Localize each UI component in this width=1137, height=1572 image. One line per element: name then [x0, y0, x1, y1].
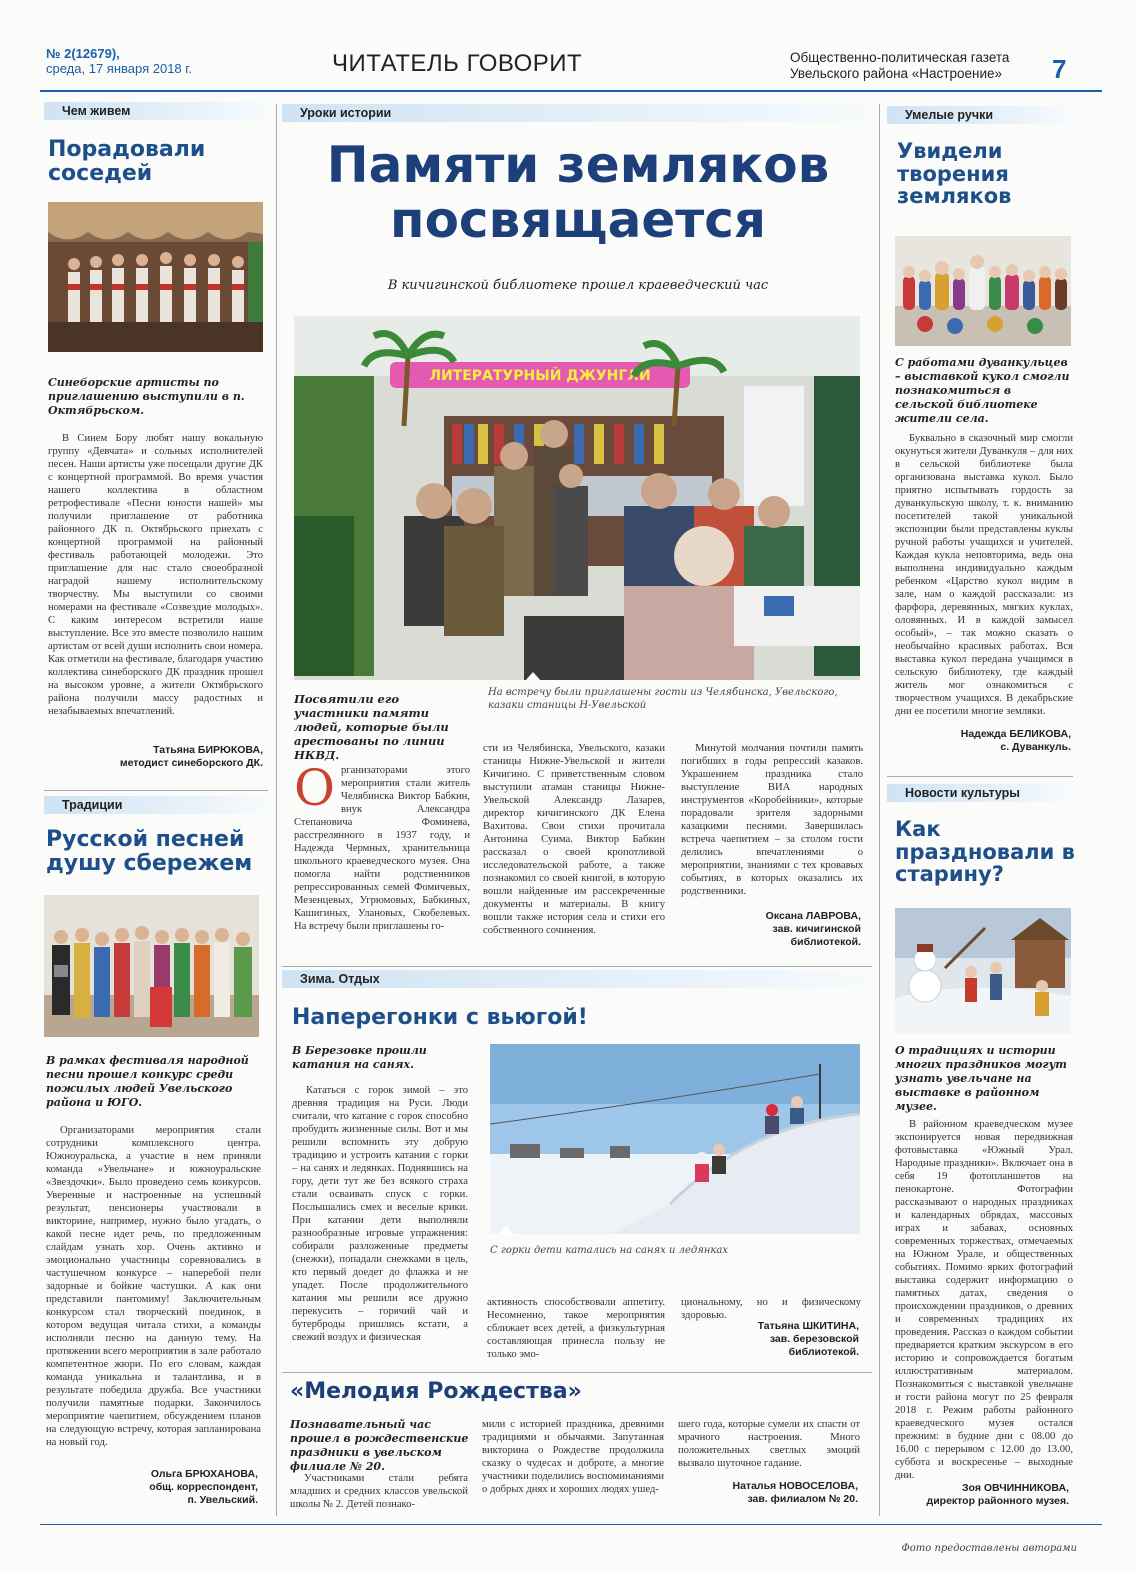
body-pamyati-text-a: рганизаторами этого мероприятия стали житель Челябинска Виктор Бабкин, внук Александра Степановича Фоминева, расстрелянного в 1937 году, и Надежда Чермных, хранительница школьного краеведческого музея. Она помогла найти родственников репрессированных семей Фомичевых, Мезенцевых, Угрюмовых, Бабкиных, Кашигиных, Улановых, Скобелевых. На встречу были приглашены го-	[294, 765, 470, 932]
issue-date: среда, 17 января 2018 г.	[46, 61, 193, 76]
body-uvideli	[895, 432, 1073, 728]
body-melodiya-text-a: Участниками стали ребята младших и средних классов увельской школы № 2. Детей познако-	[290, 1473, 468, 1510]
body-poradovali-text: В Синем Бору любят нашу вокальную группу «Девчата» и сольных исполнителей песен. Наши артисты уже посещали другие ДК с концертной программой. Во время участия нашего коллектива в областном ретрофестивале «Песни юности нашей» мы получили приглашение от работника районного ДК п. Октябрьского приехать с концертной программой на районный фестиваль работающей молодежи. Это приглашение для нас стало своеобразной наградой нашему исполнительскому творчеству. Мы выступили со своими номерами на фестивале «Созвездие молодых». С каким интересом встретили наше выступление. Все это вместе позволило нашим артистам от всей души исполнить свои номера. Как отметили на фестивале, благодаря участию коллектива синеборского ДК праздник прошел на высоком уровне, а жители Октябрьского района получили массу радостных и незабываемых впечатлений.	[48, 433, 263, 717]
article-title-melodiya: «Мелодия Рождества»	[290, 1379, 582, 1404]
body-pamyati-col3	[681, 742, 863, 904]
caption-pointer	[498, 1226, 514, 1235]
paper-name	[790, 50, 1009, 82]
sledding-illustration	[490, 1044, 860, 1234]
body-melodiya-col2	[482, 1418, 664, 1508]
signature-role: зав. филиалом № 20.	[747, 1493, 858, 1505]
signature-role: зав. березовской	[769, 1333, 859, 1345]
photo-sledding-hill	[490, 1044, 860, 1234]
paper-name-line1: Общественно-политическая газета	[790, 50, 1010, 65]
signature-role: общ. корреспондент,	[149, 1481, 258, 1493]
signature-biryukova	[48, 744, 263, 770]
body-poradovali	[48, 432, 263, 742]
page-number: 7	[1052, 54, 1067, 84]
paper-name-line2: Увельского района «Настроение»	[790, 66, 1003, 81]
body-pamyati-text-b: сти из Челябинска, Увельского, казаки станицы Нижне-Увельской и жители Кичигино. С приветственным словом выступили атаман станицы Нижне-Увельской Александр Лазарев, директор кичигинского ДК Елена Вахитова. Свои стихи прочитала Антонина Суима. Виктор Бабкин рассказал о своей кропотливой исследовательской работе, а также познакомил со своей книгой, в которую вошли найденные им рассекреченные документы и материалы. В книгу вошли также история села и стихи его собственного сочинения.	[483, 743, 665, 936]
folk-singers-illustration	[44, 895, 259, 1037]
signature-name: Зоя ОВЧИННИКОВА,	[961, 1482, 1069, 1494]
signature-bryuhanova	[46, 1468, 258, 1507]
body-naperegonki-text-b: активность способствовали аппетиту. Несомненно, такое мероприятия сближает всех детей, а физкультурная составляющая принесла пользу не только эмо-	[487, 1297, 665, 1360]
signature-belikova	[895, 728, 1071, 754]
body-pamyati-text-c: Минутой молчания почтили память погибших в годы репрессий казаков. Украшением праздника стало выступление ВИА народных инструментов «Коробейники», которые порадовали зрителя задорными казацкими песнями. Завершилась встреча чаепитием – за столом гости делились впечатлениями о мероприятии, знаниями с тех кровавых событиях, в которых оказались их родственники.	[681, 743, 863, 897]
winter-painting-illustration	[895, 908, 1071, 1034]
issue-number: № 2(12679),	[46, 46, 120, 61]
signature-novoselova	[678, 1480, 858, 1506]
body-uvideli-text: Буквально в сказочный мир смогли окунуться жители Дуванкуля – для них в сельской библиотеке была организована выставка кукол. Было приятно испытывать гордость за дуванкульскую школу, т. к. вниманию посетителей такой уникальной экспозиции были представлены куклы ручной работы учащихся и учителей. Каждая кукла неповторима, ведь она выполнена индивидуально каждым ребенком «Царство кукол видим в зале, нам о каждой рассказали: из фарфора, деревянных, мягких куклах, оловянных. И в каждой замысел особый», – так можно сказать о необычайно красивых работах. Вся выставка кукол передана учащимся в сельскую библиотеку, где каждый житель мог ознакомиться с творчеством учащихся. В декабрьские дни ее посетили многие земляки.	[895, 433, 1073, 717]
signature-name: Татьяна БИРЮКОВА,	[153, 744, 263, 756]
rubric-uroki-istorii: Уроки истории	[282, 104, 874, 122]
photo-caption-sledding: С горки дети катались на санях и ледянках	[490, 1245, 729, 1256]
photo-credit: Фото предоставлены авторами	[901, 1543, 1077, 1554]
body-melodiya-text-b: мили с историей праздника, древними традициями и обычаями. Запутанная викторина о Рождестве продолжила сказку о чудесах и доброте, а многие участники поделились воспоминаниями о добрых днях и хороших людях ушед-	[482, 1419, 664, 1495]
rubric-chem-zhivem: Чем живем	[44, 102, 270, 120]
signature-place: с. Дуванкуль.	[1000, 741, 1071, 753]
photo-library-meeting	[294, 316, 860, 680]
body-kak-prazdnovali	[895, 1118, 1073, 1480]
signature-place: п. Увельский.	[187, 1494, 258, 1506]
lead-uvideli: С работами дуванкульцев – выставкой кукол смогли познакомиться в сельской библиотеке жители села.	[895, 356, 1070, 425]
article-title-uvideli: Увидели творения земляков	[897, 139, 1012, 209]
signature-shkitina	[681, 1320, 859, 1359]
body-melodiya-text-c: шего года, которые сумели их спасти от мрачного настроения. Много положительных светлых эмоций вызвало шуточное гадание.	[678, 1419, 860, 1469]
lead-russkoy-pesney: В рамках фестиваля народной песни прошел конкурс среди пожилых людей Увельского района и ЮГО.	[46, 1054, 249, 1109]
signature-name: Татьяна ШКИТИНА,	[757, 1320, 859, 1332]
photo-dolls-exhibition	[895, 236, 1071, 346]
signature-role-cont: библиотекой.	[788, 1346, 859, 1358]
body-pamyati-col2	[483, 742, 665, 952]
section-title: ЧИТАТЕЛЬ ГОВОРИТ	[332, 50, 583, 77]
rubric-zima-otdyh: Зима. Отдых	[282, 970, 874, 988]
signature-name: Надежда БЕЛИКОВА,	[960, 728, 1071, 740]
footer-rule	[40, 1524, 1102, 1525]
lead-melodiya: Познавательный час прошел в рождественские праздники в увельском филиале № 20.	[290, 1418, 469, 1473]
body-melodiya-col3	[678, 1418, 860, 1474]
dropcap-letter: О	[294, 764, 335, 817]
row-separator	[887, 776, 1073, 777]
row-separator	[44, 790, 268, 791]
signature-lavrova	[681, 910, 861, 949]
article-title-kak-prazdnovali: Как праздновали в старину?	[895, 817, 1075, 887]
article-title-russkoy-pesney: Русской песней душу сбережем	[46, 827, 253, 876]
lead-pamyati: Посвятили его участники памяти людей, которые были арестованы по линии НКВД.	[294, 692, 449, 762]
article-title-poradovali: Порадовали соседей	[48, 137, 206, 186]
signature-ovchinnikova	[895, 1482, 1069, 1508]
column-separator	[879, 104, 880, 1516]
body-russkoy-pesney	[46, 1124, 261, 1457]
signature-role: зав. кичигинской	[772, 923, 861, 935]
body-melodiya-col1	[290, 1472, 468, 1514]
article-subtitle-pamyati: В кичигинской библиотеке прошел краеведческий час	[387, 278, 769, 293]
signature-name: Ольга БРЮХАНОВА,	[150, 1468, 258, 1480]
article-title-pamyati: Памяти земляков посвящается	[326, 136, 830, 249]
dolls-illustration	[895, 236, 1071, 346]
body-kak-prazdnovali-text: В районном краеведческом музее экспонируется новая передвижная фотовыставка «Южный Урал. Народные праздники». Включает она в себя 19 фотопланшетов на пенокартоне. Фотографии рассказывают о народных праздниках и календарных обрядах, массовых играх и забавах, основных современных торжествах, отмечаемых на Южном Урале, и общественных событиях. Помимо ярких фотографий выставка содержит информацию о памятных датах, сведения о происхождении праздников, о древних и современных традициях их проведения. Рассказ о каждом событии предваряется кратким экскурсом в его историю и сопровождается богатым иллюстративным материалом. Познакомиться с выставкой увельчане и гости района могут по 25 февраля 2018 г. Режим работы районного краеведческого музея остался прежним: в будние дни с 08.00 до 16.00 с перерывом с 12.00 до 13.00, суббота и воскресенье – выходные дни.	[895, 1119, 1073, 1480]
body-naperegonki-text-a: Кататься с горок зимой – это древняя традиция на Руси. Люди считали, что катание с горок способно пробудить жизненные силы. Вот и мы решили вспомнить эту добрую традицию и устроить катания с горки – на санях и ледянках. Поднявшись на гору, дети тут же без всякого страха стали осваивать спуск с горки. Послышались смех и веселые крики. При катании дети выполняли разнообразные игровые упражнения: собирали разложенные предметы (снежки), попадали снежками в цель, кто первый доедет до флажка и не упадет. После продолжительного катания мы решили все дружно перекусить – горячий чай и бутерброды пришлись кстати, а свежий воздух и физическая	[292, 1085, 468, 1343]
lead-kak-prazdnovali: О традициях и истории многих праздников могут узнать увельчане на выставке в районном музее.	[895, 1044, 1067, 1113]
rubric-tradicii: Традиции	[44, 796, 270, 814]
photo-singers-stage	[48, 202, 263, 352]
signature-name: Наталья НОВОСЕЛОВА,	[732, 1480, 858, 1492]
singers-illustration	[48, 202, 263, 352]
signature-role: методист синеборского ДК.	[119, 757, 263, 769]
body-naperegonki-col1	[292, 1084, 468, 1359]
caption-pointer	[525, 672, 541, 681]
row-separator	[282, 1372, 872, 1373]
article-title-naperegonki: Наперегонки с вьюгой!	[292, 1005, 588, 1030]
lead-naperegonki: В Березовке прошли катания на санях.	[292, 1044, 427, 1071]
body-naperegonki-text-c: циональному, но и физическому здоровью.	[681, 1297, 861, 1321]
photo-caption-library: На встречу были приглашены гости из Челябинска, Увельского, казаки станицы Н-Увельской	[488, 687, 838, 711]
rubric-umelye-ruchki: Умелые ручки	[887, 106, 1073, 124]
signature-name: Оксана ЛАВРОВА,	[765, 910, 861, 922]
rubric-novosti-kultury: Новости культуры	[887, 784, 1073, 802]
body-pamyati-col1	[294, 764, 470, 950]
body-russkoy-pesney-text: Организаторами мероприятия стали сотрудники комплексного центра. Южноуральска, а участие в нем приняли команда «Увельчане» и южноуральские «Звездочки». Было проведено семь конкурсов. Уверенные и настроенные на успешный результат, пенсионеры участвовали в викторине, например, нужно было угадать, о какой песне идет речь, по предложенным слайдам узнать хор. Очень активно и эмоционально участницы соревновались в частушечном конкурсе – наперебой пели задорные и бойкие частушки. А как они представили пантомиму! Заключительным конкурсом стал творческий поединок, в котором ведущая читала стихи, а команды исполняли песню на данную тему. На протяжении всего мероприятия в зале работало компетентное жюри. По его словам, каждая команда уникальна и талантлива, и в результате победила дружба. Все участники получили памятные подарки. Закончилось мероприятие чаепитием, обсуждением планов на следующую встречу, которая запланирована на новый год.	[46, 1125, 261, 1448]
photo-winter-painting	[895, 908, 1071, 1034]
column-separator	[276, 104, 277, 1516]
body-naperegonki-col2	[487, 1296, 665, 1360]
signature-role-cont: библиотекой.	[790, 936, 861, 948]
photo-folk-singers	[44, 895, 259, 1037]
library-meeting-illustration	[294, 316, 860, 680]
signature-role: директор районного музея.	[926, 1495, 1069, 1507]
row-separator	[282, 966, 872, 967]
header-rule	[40, 90, 1102, 92]
lead-poradovali: Синеборские артисты по приглашению выступили в п. Октябрьском.	[48, 376, 245, 417]
library-banner-text: ЛИТЕРАТУРНЫЙ ДЖУНГЛИ	[429, 368, 651, 384]
issue-info	[46, 46, 192, 76]
